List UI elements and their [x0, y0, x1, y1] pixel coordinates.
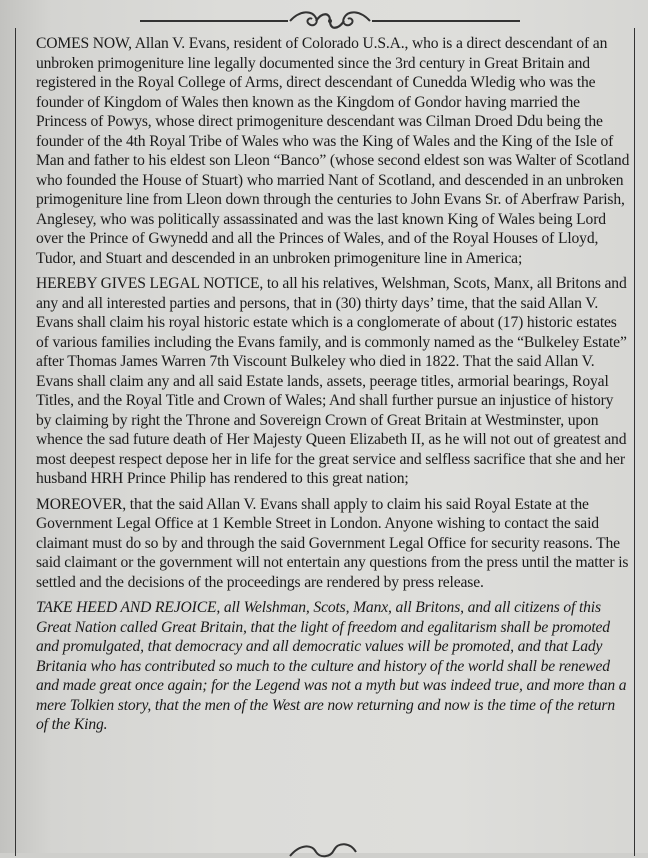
paragraph-take-heed [36, 598, 630, 735]
paragraph-text: all Welshman, Scots, Manx, all Britons, and all citizens of this Great Nation called Great Britain, that the light of freedom and egalitarism shall be promoted and promulgated, that democracy and all democratic values will be promoted, and that Lady Britania who has contributed so much to the culture and history of the world shall be renewed and made great once again; for the Legend was not a myth but was indeed true, and more than a mere Tolkien story, that the men of the West are now returning and now is the time of the return of the King. [36, 599, 627, 733]
paragraph-text: that the said Allan V. Evans shall apply to claim his said Royal Estate at the Government Legal Office at 1 Kemble Street in London. Anyone wishing to contact the said claimant must do so by and through the said Government Legal Office for security reasons. The said claimant or the government will not entertain any questions from the press until the matter is settled and the decisions of the proceedings are rendered by press release. [36, 495, 629, 591]
ornament-bottom-icon [280, 838, 380, 858]
ornament-divider-icon [140, 6, 520, 36]
paragraph-lead: TAKE HEED AND REJOICE, [36, 599, 221, 616]
paragraph-text: Allan V. Evans, resident of Colorado U.S.A., who is a direct descendant of an unbroken primogeniture line legally documented since the 3rd century in Great Britain and registered in the Royal College of Arms, direct descendant of Cunedda Wledig who was the founder of Kingdom of Wales then known as the Kingdom of Gondor having married the Princess of Powys, whose direct primogeniture descendant was Cilman Droed Ddu being the founder of the 4th Royal Tribe of Wales who was the King of Wales and the King of the Isle of Man and father to his eldest son Lleon “Banco” (whose second eldest son was Walter of Scotland who founded the House of Stuart) who married Nant of Scotland, and descended in an unbroken primogeniture line from Lleon down through the centuries to John Evans Sr. of Aberfraw Parish, Anglesey, who was politically assassinated and was the last known King of Wales being Lord over the Prince of Gwynedd and all the Princes of Wales, and of the Royal Houses of Lloyd, Tudor, and Stuart and descended in an unbroken primogeniture line in America; [36, 35, 630, 267]
paragraph-lead: MOREOVER, [36, 495, 127, 513]
paragraph-comes-now [36, 34, 630, 268]
paragraph-lead: HEREBY GIVES LEGAL NOTICE, [36, 275, 264, 292]
paragraph-hereby-gives-notice [36, 274, 630, 489]
legal-notice-body [36, 34, 630, 741]
paragraph-moreover [36, 495, 630, 593]
paragraph-text: to all his relatives, Welshman, Scots, Manx, all Britons and any and all interested parties and persons, that in (30) thirty days’ time, that the said Allan V. Evans shall claim his royal historic estate which is a conglomerate of about (17) historic estates of various families including the Evans family, and is commonly named as the “Bulkeley Estate” after Thomas James Warren 7th Viscount Bulkeley who died in 1822. That the said Allan V. Evans shall claim any and all said Estate lands, assets, peerage titles, armorial bearings, Royal Titles, and the Royal Title and Crown of Wales; And shall further pursue an injustice of history by claiming by right the Throne and Sovereign Crown of Great Britain at Westminster, upon whence the sad future death of Her Majesty Queen Elizabeth II, as he will not out of greatest and most deepest respect depose her in life for the great service and selfless sacrifice that she and her husband HRH Prince Philip has rendered to this great nation; [36, 275, 627, 487]
paragraph-lead: COMES NOW, [36, 35, 132, 52]
